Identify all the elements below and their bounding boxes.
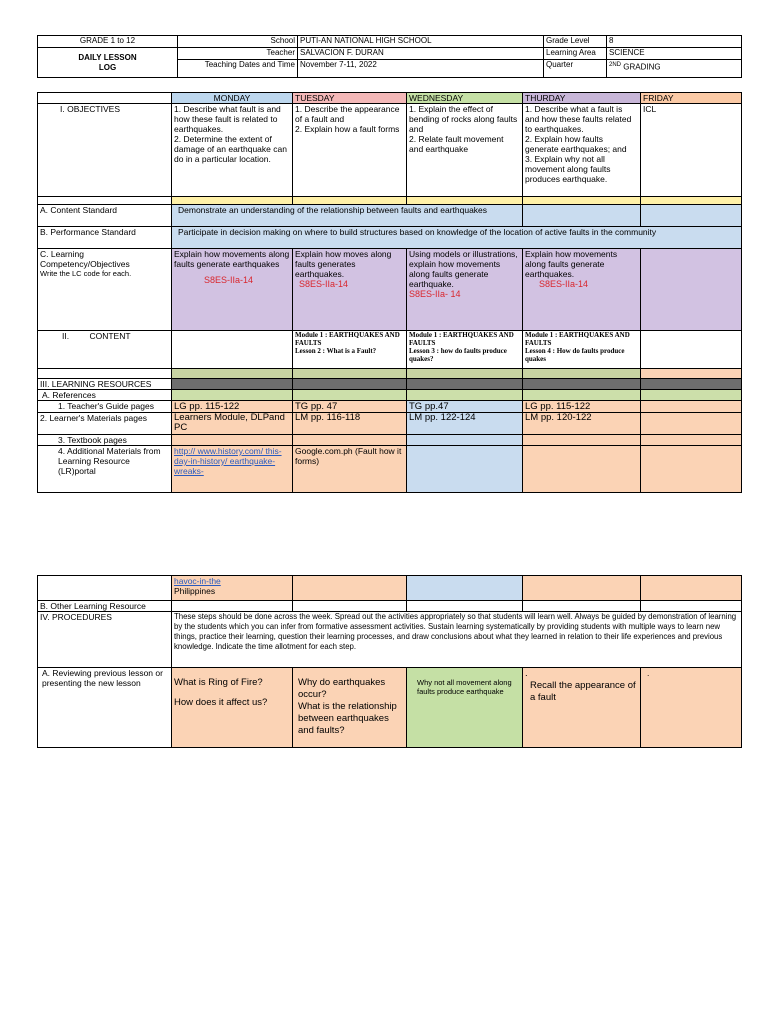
content-standard-label: A. Content Standard <box>38 205 172 227</box>
learning-area-label: Learning Area <box>544 48 607 60</box>
resources-label: III. LEARNING RESOURCES <box>38 379 172 390</box>
teacher-label: Teacher <box>178 48 298 60</box>
performance-standard-text: Participate in decision making on where to build structures based on knowledge of the location of active faults in the community <box>172 227 742 249</box>
history-link[interactable]: http:// www.history.com/ this-day-in-history/ earthquake-wreaks- <box>174 446 282 476</box>
content-tuesday-lesson: Lesson 2 : What is a Fault? <box>295 347 377 355</box>
competency-monday-text: Explain how movements along faults generate earthquakes <box>174 249 290 269</box>
review-wednesday: Why not all movement along faults produce earthquake <box>407 668 523 748</box>
lesson-table-continued <box>37 575 742 748</box>
review-thursday <box>523 668 641 748</box>
doc-title-line2: LOG <box>98 62 117 72</box>
objectives-friday: ICL <box>641 104 742 197</box>
lc-code-monday: S8ES-IIa-14 <box>204 275 254 285</box>
link-continued-cell <box>172 576 293 601</box>
procedures-text: These steps should be done across the week. Spread out the activities appropriately so that students will learn well. Always be guided by demonstration of learning by the students which you can infer from formative assessment activities. Sustain learning systematically by providing students with multiple ways to learn new things, practice their learning, question their learning processes, and draw conclusions about what they learned in relation to their life experiences and previous knowledge. Indicate the time allotment for each step. <box>172 612 742 668</box>
procedures-label: IV. PROCEDURES <box>38 612 172 668</box>
day-friday: FRIDAY <box>641 93 742 104</box>
lm-tuesday: LM pp. 116-118 <box>293 413 407 435</box>
quarter-sup: 2ND <box>609 62 622 68</box>
content-wednesday-module: Module 1 : EARTHQUAKES AND FAULTS <box>409 331 514 347</box>
school-value: PUTI-AN NATIONAL HIGH SCHOOL <box>298 36 544 48</box>
philippines-text: Philippines <box>174 586 216 596</box>
content-standard-text: Demonstrate an understanding of the relationship between faults and earthquakes <box>172 205 523 227</box>
content-thursday-module: Module 1 : EARTHQUAKES AND FAULTS <box>525 331 630 347</box>
objectives-monday: 1. Describe what fault is and how these fault is related to earthquakes. 2. Determine the extent of damage of an earthquake can do in a particular location. <box>172 104 293 197</box>
grade-level-label: Grade Level <box>544 36 607 48</box>
tg-thursday: LG pp. 115-122 <box>523 401 641 413</box>
grade-range: GRADE 1 to 12 <box>38 36 178 48</box>
competency-monday <box>172 249 293 331</box>
competency-wednesday-text: Using models or illustrations, explain how movements along faults generate earthquake. <box>409 249 518 289</box>
textbook-label: 3. Textbook pages <box>38 435 172 446</box>
quarter-value <box>607 60 742 78</box>
content-tuesday <box>293 331 407 369</box>
competency-thursday <box>523 249 641 331</box>
competency-label <box>38 249 172 331</box>
references-label: A. References <box>38 390 172 401</box>
quarter-rest: GRADING <box>623 62 661 72</box>
lc-code-tuesday: S8ES-IIa-14 <box>299 279 349 289</box>
competency-tuesday-text: Explain how moves along faults generates earthquakes. <box>295 249 392 279</box>
teacher-value: SALVACION F. DURAN <box>298 48 544 60</box>
review-thursday-text: Recall the appearance of a fault <box>530 680 636 703</box>
dates-value: November 7-11, 2022 <box>298 60 544 78</box>
day-thursday: THURDAY <box>523 93 641 104</box>
content-thursday-lesson: Lesson 4 : How do faults produce quakes <box>525 347 625 363</box>
header-table <box>37 35 742 78</box>
lc-code-thursday: S8ES-IIa-14 <box>539 279 589 289</box>
lm-label: 2. Learner's Materials pages <box>38 413 172 435</box>
lesson-table <box>37 92 742 493</box>
lm-thursday: LM pp. 120-122 <box>523 413 641 435</box>
tg-wednesday: TG pp.47 <box>407 401 523 413</box>
content-wednesday <box>407 331 523 369</box>
review-thursday-dot: . <box>525 668 528 679</box>
review-monday-q2: How does it affect us? <box>174 697 268 708</box>
lm-wednesday: LM pp. 122-124 <box>407 413 523 435</box>
other-resource-label: B. Other Learning Resource <box>38 601 172 612</box>
review-monday-q1: What is Ring of Fire? <box>174 677 263 688</box>
day-wednesday: WEDNESDAY <box>407 93 523 104</box>
dates-label: Teaching Dates and Time <box>178 60 298 78</box>
tg-tuesday: TG pp. 47 <box>293 401 407 413</box>
tg-label: 1. Teacher's Guide pages <box>38 401 172 413</box>
objectives-tuesday: 1. Describe the appearance of a fault and 2. Explain how a fault forms <box>293 104 407 197</box>
objectives-label: I. OBJECTIVES <box>38 104 172 197</box>
review-monday <box>172 668 293 748</box>
lm-monday: Learners Module, DLPand PC <box>172 413 293 435</box>
content-wednesday-lesson: Lesson 3 : how do faults produce quakes? <box>409 347 507 363</box>
performance-standard-label: B. Performance Standard <box>38 227 172 249</box>
history-link-continued[interactable]: havoc-in-the <box>174 576 221 586</box>
objectives-wednesday: 1. Explain the effect of bending of rocks along faults and 2. Relate fault movement and earthquake <box>407 104 523 197</box>
school-label: School <box>178 36 298 48</box>
learning-area-value: SCIENCE <box>607 48 742 60</box>
competency-note: Write the LC code for each. <box>40 269 132 278</box>
content-tuesday-module: Module 1 : EARTHQUAKES AND FAULTS <box>295 331 400 347</box>
competency-wednesday <box>407 249 523 331</box>
doc-title-line1: DAILY LESSON <box>78 52 137 62</box>
review-friday-dot: . <box>647 668 650 678</box>
additional-label: 4. Additional Materials from Learning Resource (LR)portal <box>38 446 172 493</box>
quarter-label: Quarter <box>544 60 607 78</box>
content-label-text: CONTENT <box>89 331 131 341</box>
review-friday <box>641 668 742 748</box>
additional-tuesday: Google.com.ph (Fault how it forms) <box>293 446 407 493</box>
competency-thursday-text: Explain how movements along faults generate earthquakes. <box>525 249 618 279</box>
review-tuesday: Why do earthquakes occur? What is the relationship between earthquakes and faults? <box>293 668 407 748</box>
content-thursday <box>523 331 641 369</box>
lc-code-wednesday: S8ES-IIa- 14 <box>409 289 461 299</box>
content-label <box>38 331 172 369</box>
content-label-num: II. <box>62 331 70 341</box>
day-tuesday: TUESDAY <box>293 93 407 104</box>
competency-tuesday <box>293 249 407 331</box>
doc-title <box>38 48 178 78</box>
objectives-thursday: 1. Describe what a fault is and how these faults related to earthquakes. 2. Explain how faults generate earthquakes; and 3. Explain why not all movement along faults produces earthquake. <box>523 104 641 197</box>
day-monday: MONDAY <box>172 93 293 104</box>
grade-level-value: 8 <box>607 36 742 48</box>
tg-monday: LG pp. 115-122 <box>172 401 293 413</box>
competency-label-text: C. Learning Competency/Objectives <box>40 249 130 269</box>
review-label: A. Reviewing previous lesson or presenting the new lesson <box>38 668 172 748</box>
